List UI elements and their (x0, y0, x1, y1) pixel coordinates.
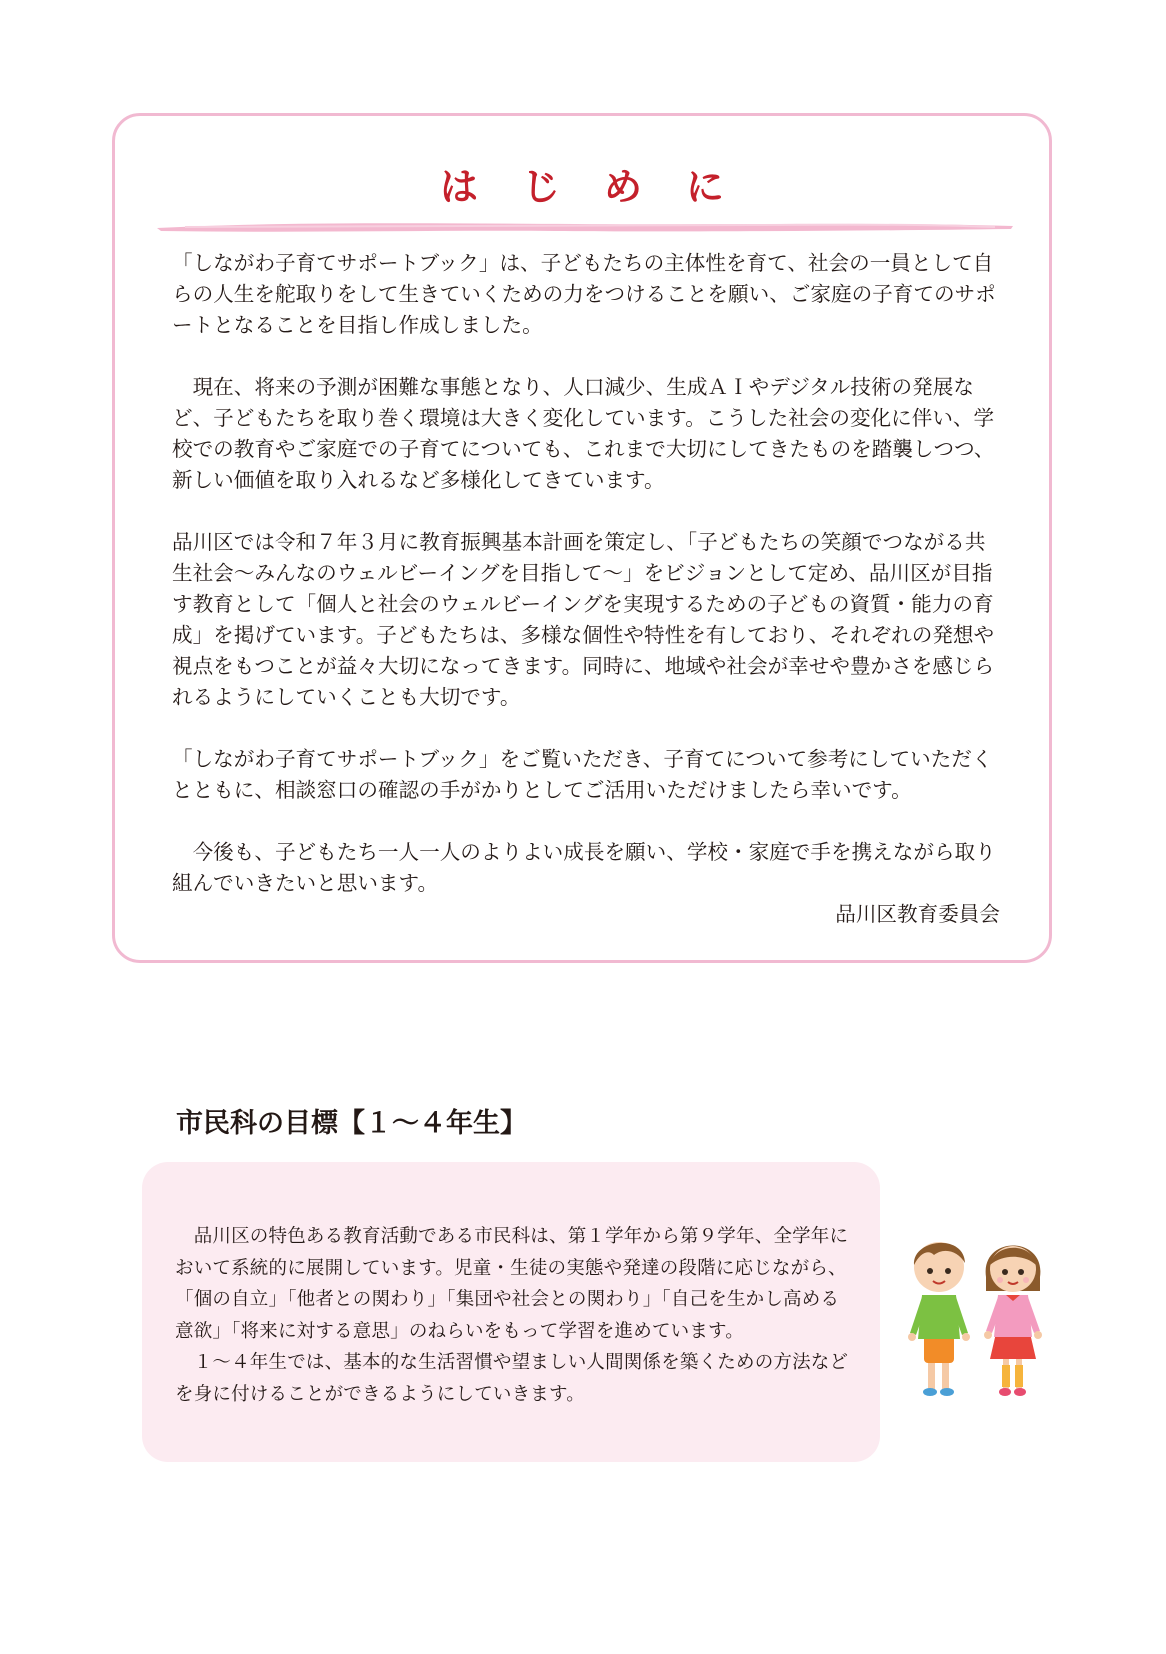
children-illustration-icon (900, 1225, 1060, 1400)
goals-panel (142, 1162, 880, 1462)
intro-paragraph: 今後も、子どもたち一人一人のよりよい成長を願い、学校・家庭で手を携えながら取り組んでいきたいと思います。 (172, 840, 996, 895)
intro-paragraph: 「しながわ子育てサポートブック」は、子どもたちの主体性を育て、社会の一員として自らの人生を舵取りをして生きていくための力をつけることを願い、ご家庭の子育てのサポートとなることを目指し作成しました。 (172, 251, 996, 337)
intro-body (172, 248, 1000, 961)
goals-body (175, 1221, 855, 1410)
intro-paragraph: 品川区では令和７年３月に教育振興基本計画を策定し、「子どもたちの笑顔でつながる共生社会～みんなのウェルビーイングを目指して～」をビジョンとして定め、品川区が目指す教育として「個人と社会のウェルビーイングを実現するための子どもの資質・能力の育成」を掲げています。子どもたちは、多様な個性や特性を有しており、それぞれの発想や視点をもつことが益々大切になってきます。同時に、地域や社会が幸せや豊かさを感じられるようにしていくことも大切です。 (172, 530, 995, 709)
goals-paragraph: 品川区の特色ある教育活動である市民科は、第１学年から第９学年、全学年において系統的に展開しています。児童・生徒の実態や発達の段階に応じながら、「個の自立」「他者との関わり」「集団や社会との関わり」「自己を生かし高める意欲」「将来に対する意思」のねらいをもって学習を進めています。 (175, 1226, 849, 1342)
signature: 品川区教育委員会 (835, 902, 1000, 926)
goals-paragraph: １～４年生では、基本的な生活習慣や望ましい人間関係を築くための方法などを身に付けることができるようにしていきます。 (175, 1352, 849, 1405)
intro-title: はじめに (439, 165, 768, 209)
intro-paragraph: 現在、将来の予測が困難な事態となり、人口減少、生成ＡＩやデジタル技術の発展など、子どもたちを取り巻く環境は大きく変化しています。こうした社会の変化に伴い、学校での教育やご家庭での子育てについても、これまで大切にしてきたものを踏襲しつつ、新しい価値を取り入れるなど多様化してきています。 (172, 375, 995, 492)
intro-frame (112, 113, 1052, 963)
boy-figure (908, 1242, 970, 1396)
goals-heading: 市民科の目標【１～４年生】 (176, 1108, 527, 1139)
girl-figure (984, 1246, 1042, 1397)
intro-paragraph: 「しながわ子育てサポートブック」をご覧いただき、子育てについて参考にしていただくとともに、相談窓口の確認の手がかりとしてご活用いただけましたら幸いです。 (172, 747, 993, 802)
brush-underline-icon (155, 219, 1015, 235)
